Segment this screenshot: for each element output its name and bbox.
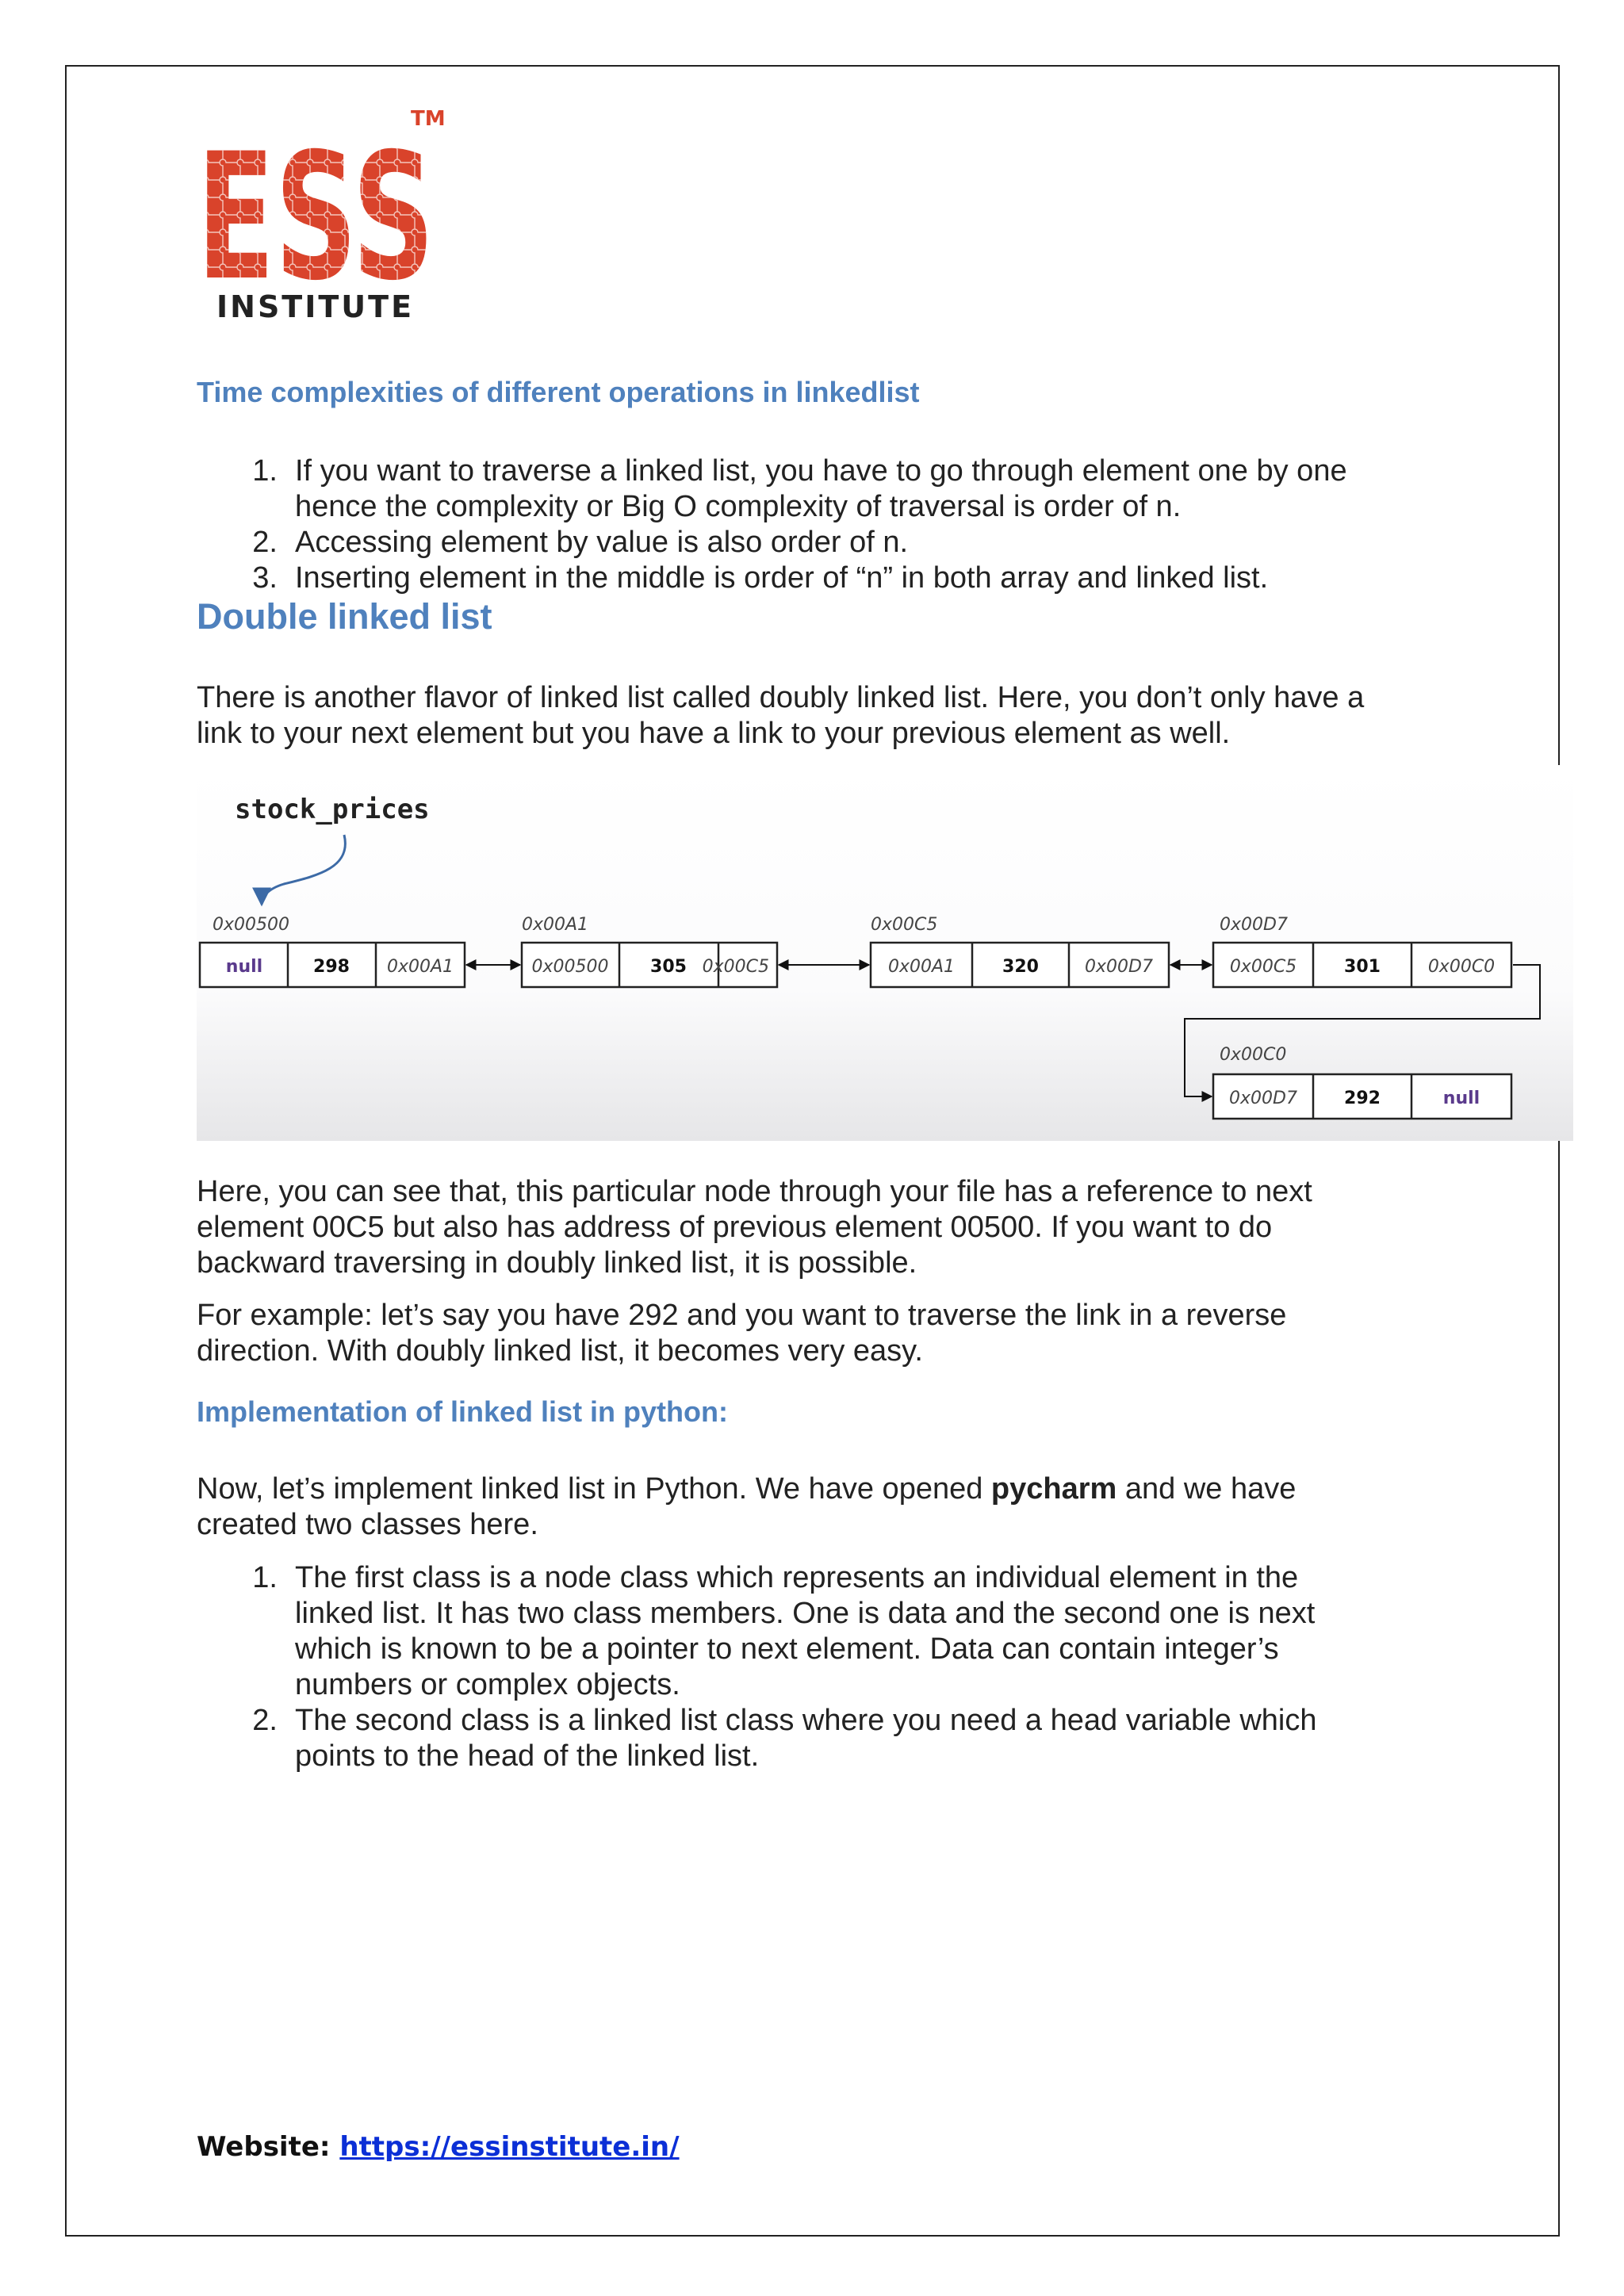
list-number: 1.	[252, 1561, 278, 1594]
paragraph-line: There is another flavor of linked list called doubly linked list. Here, you don’t only have a	[197, 681, 1365, 714]
doubly-linked-list-diagram	[197, 765, 1573, 1141]
node-value: 320	[1002, 957, 1039, 977]
text-run: Now, let’s implement linked list in Python. We have opened	[197, 1472, 991, 1506]
ess-institute-logo	[197, 101, 458, 331]
node-address: 0x00D7	[1220, 915, 1288, 935]
paragraph-line	[197, 1471, 1505, 1507]
paragraph-line: backward traversing in doubly linked list, it is possible.	[197, 1246, 917, 1280]
trademark-mark: TM	[411, 107, 446, 131]
doubly-intro-paragraph	[197, 680, 1505, 752]
pycharm-text: pycharm	[990, 1472, 1117, 1506]
node-value: 298	[313, 957, 350, 977]
list-item	[197, 561, 1465, 596]
list-number: 2.	[252, 1704, 278, 1737]
list-item-line: Accessing element by value is also order of n.	[295, 526, 909, 559]
paragraph-line: link to your next element but you have a link to your previous element as well.	[197, 717, 1231, 750]
list-item	[197, 1703, 1465, 1774]
paragraph-line: For example: let’s say you have 292 and you want to traverse the link in a reverse	[197, 1299, 1287, 1332]
node-next: 0x00D7	[1085, 957, 1153, 977]
node-address: 0x00A1	[522, 915, 589, 935]
node-next: 0x00A1	[386, 957, 454, 977]
paragraph-line: element 00C5 but also has address of previous element 00500. If you want to do	[197, 1211, 1273, 1244]
explanation-paragraph-1	[197, 1174, 1505, 1281]
logo-letters	[197, 116, 435, 319]
node-value: 305	[650, 957, 687, 977]
node-value: 292	[1344, 1089, 1381, 1108]
paragraph-line: Here, you can see that, this particular node through your file has a reference to next	[197, 1175, 1312, 1208]
list-item-line: The first class is a node class which represents an individual element in the	[295, 1561, 1299, 1594]
list-item-line: hence the complexity or Big O complexity of traversal is order of n.	[295, 490, 1182, 523]
list-item	[197, 525, 1465, 561]
node-next: null	[1442, 1089, 1480, 1108]
node-value: 301	[1344, 957, 1381, 977]
logo-subtitle: INSTITUTE	[216, 289, 415, 324]
node-address: 0x00C5	[871, 915, 938, 935]
node-next: 0x00C5	[702, 957, 769, 977]
list-item-line: If you want to traverse a linked list, you have to go through element one by one	[295, 454, 1347, 488]
list-number: 2.	[252, 526, 278, 559]
paragraph-line: direction. With doubly linked list, it becomes very easy.	[197, 1334, 923, 1368]
implementation-intro	[197, 1471, 1505, 1543]
list-item-line: which is known to be a pointer to next element. Data can contain integer’s	[295, 1632, 1279, 1666]
svg-text:ESS: ESS	[197, 116, 435, 319]
node-next: 0x00C0	[1427, 957, 1496, 977]
list-item-line: points to the head of the linked list.	[295, 1739, 760, 1773]
node-prev: 0x00500	[531, 957, 609, 977]
list-item	[197, 453, 1465, 525]
paragraph-line: created two classes here.	[197, 1508, 538, 1541]
list-number: 3.	[252, 561, 278, 595]
list-item-line: The second class is a linked list class where you need a head variable which	[295, 1704, 1317, 1737]
list-item-line: Inserting element in the middle is order of “n” in both array and linked list.	[295, 561, 1269, 595]
text-run: and we have	[1116, 1472, 1297, 1506]
section-title-time-complexities: Time complexities of different operations in linkedlist	[197, 376, 920, 408]
section-title-double-linked-list: Double linked list	[197, 596, 492, 637]
node-address: 0x00500	[213, 915, 290, 935]
list-item-line: linked list. It has two class members. One is data and the second one is next	[295, 1597, 1316, 1630]
variable-label: stock_prices	[235, 794, 430, 825]
website-link[interactable]: https://essinstitute.in/	[339, 2131, 680, 2163]
footer	[197, 2131, 680, 2163]
footer-label: Website:	[197, 2131, 340, 2163]
section-title-implementation: Implementation of linked list in python:	[197, 1395, 729, 1428]
list-item-line: numbers or complex objects.	[295, 1668, 680, 1701]
list-number: 1.	[252, 454, 278, 488]
explanation-paragraph-2	[197, 1298, 1505, 1369]
node-prev: 0x00D7	[1229, 1089, 1297, 1108]
node-prev: null	[225, 957, 263, 977]
complexity-list	[197, 453, 1465, 596]
list-item	[197, 1560, 1465, 1703]
node-prev: 0x00A1	[887, 957, 956, 977]
node-address: 0x00C0	[1220, 1045, 1287, 1065]
implementation-list	[197, 1560, 1465, 1774]
svg-text:ESS: ESS	[197, 116, 435, 319]
node-prev: 0x00C5	[1229, 957, 1297, 977]
